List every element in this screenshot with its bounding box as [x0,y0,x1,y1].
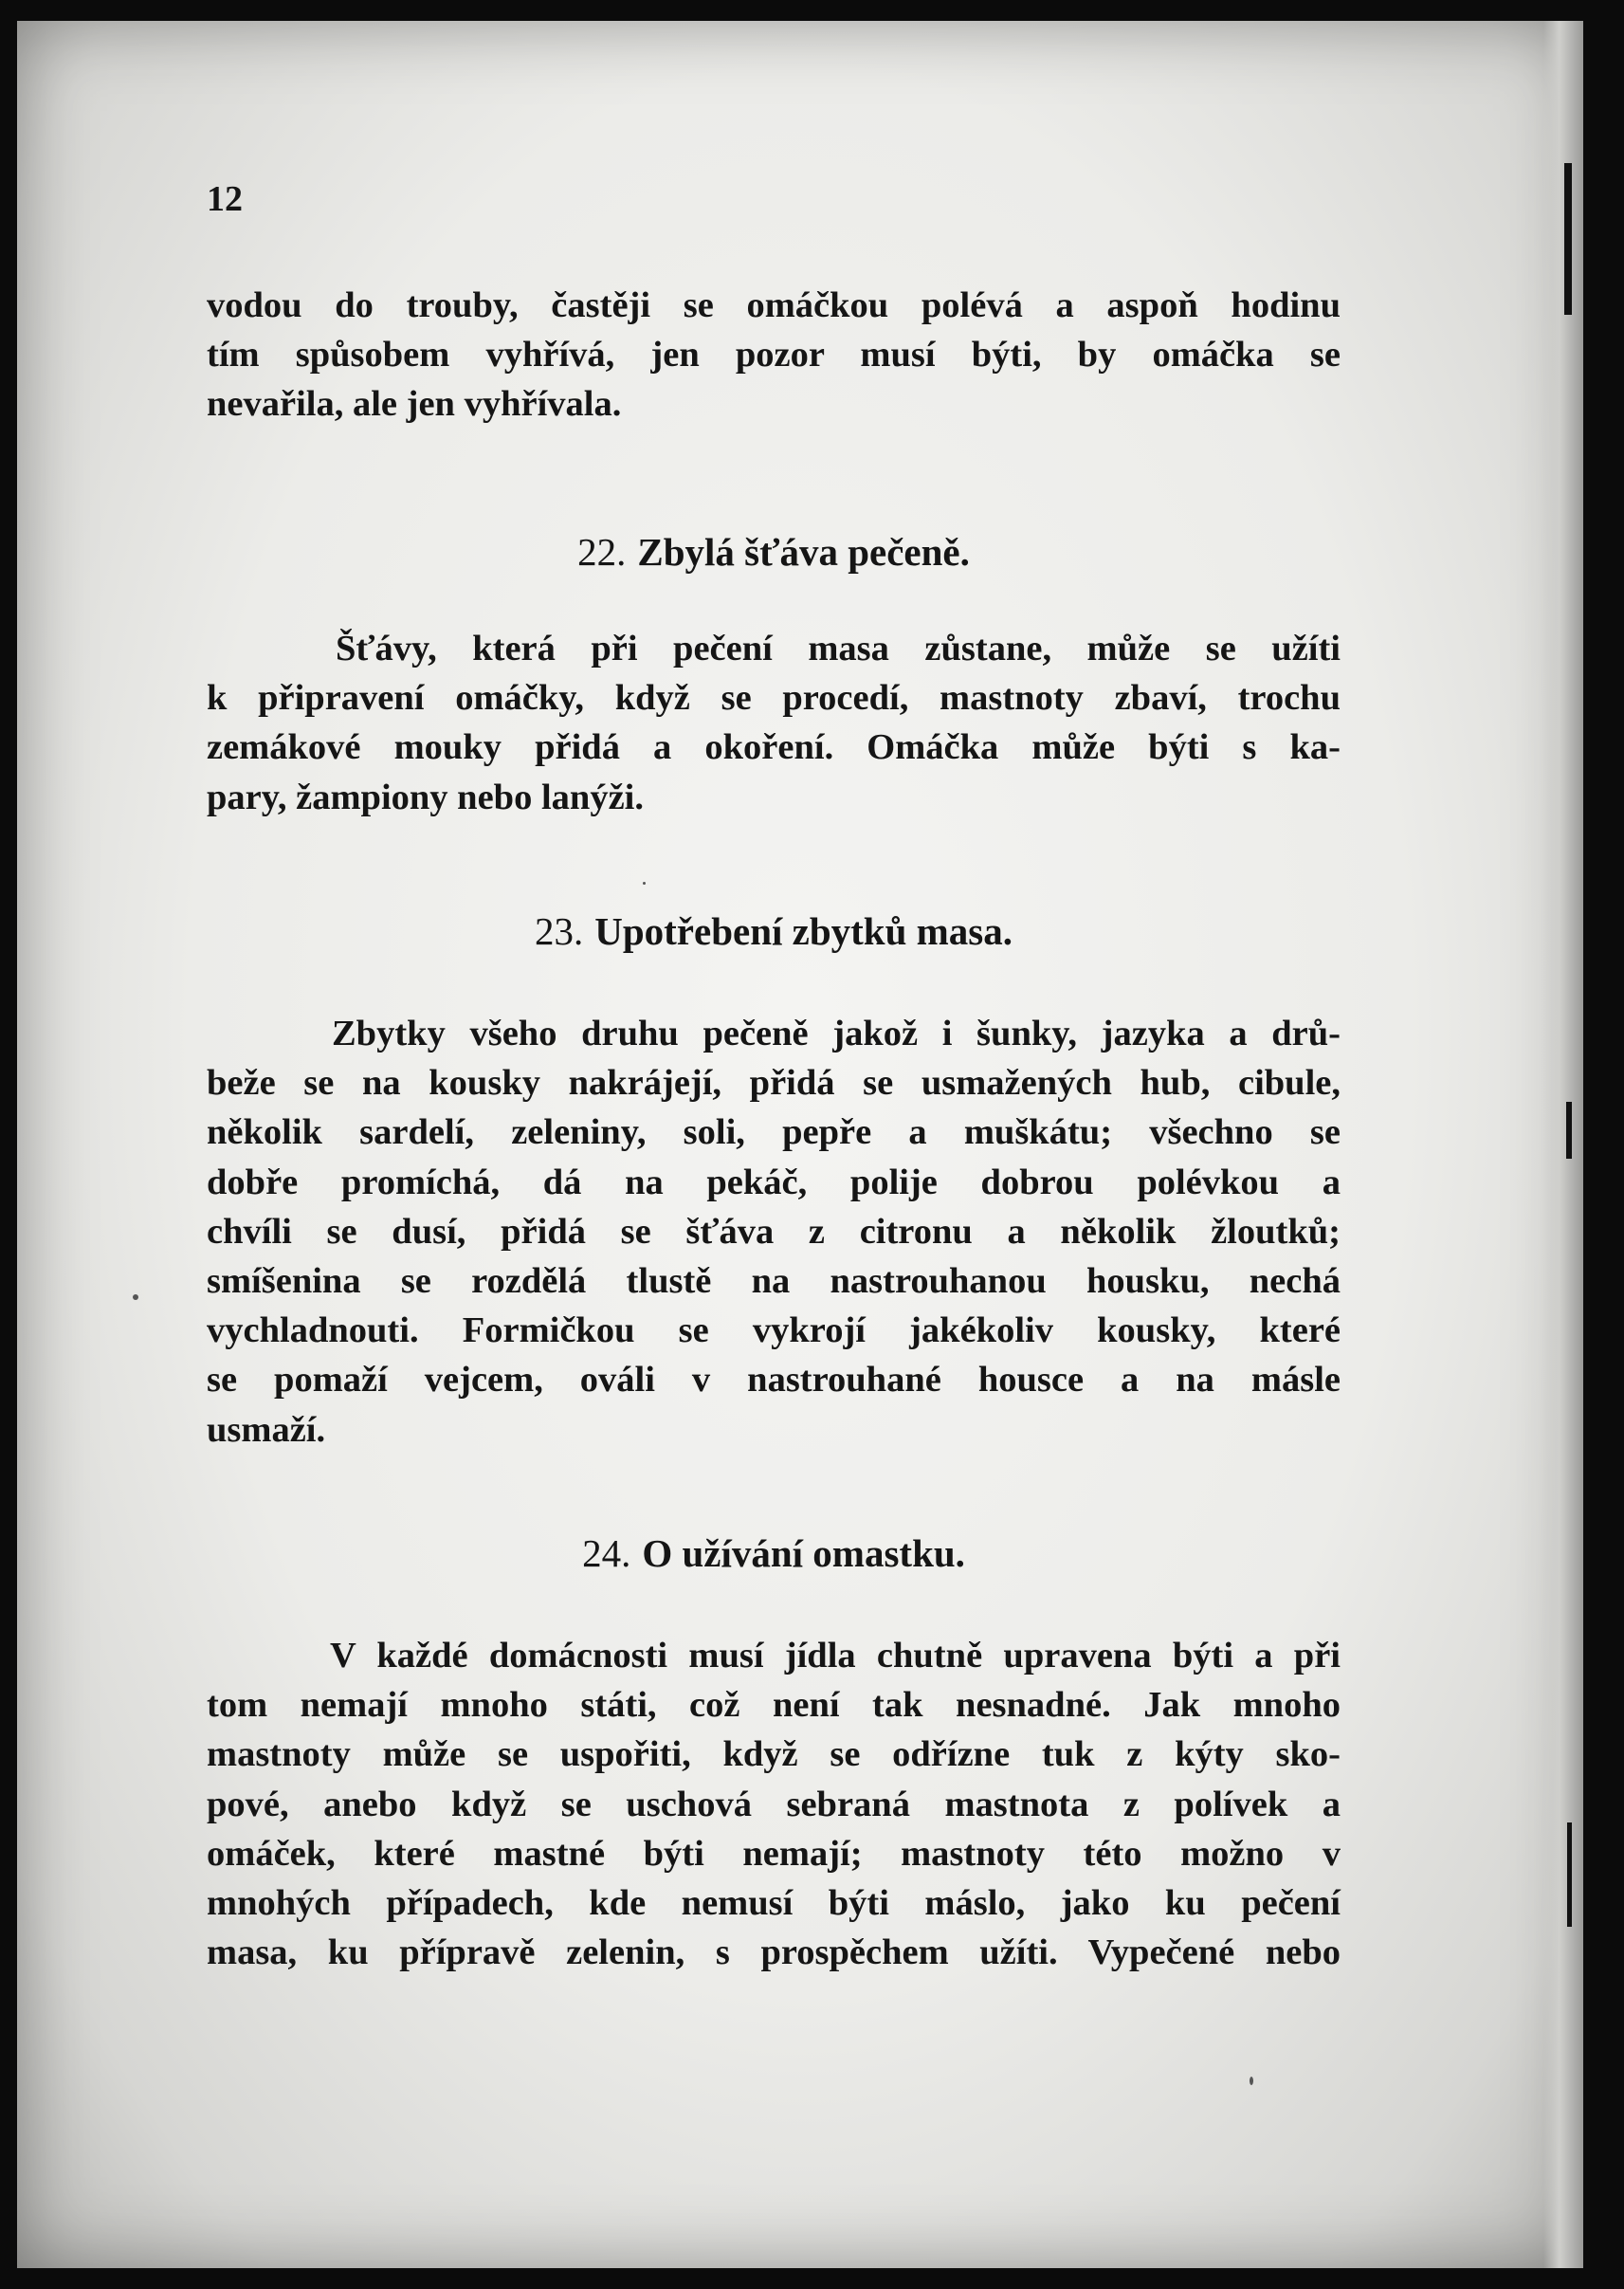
section-number: 22. [577,530,627,574]
section-number: 24. [582,1531,631,1575]
text-line: smíšenina se rozdělá tlustě na nastrouhanou housku, nechá [207,1261,1341,1302]
section-title: O užívání omastku. [642,1531,965,1575]
text-line: mnohých případech, kde nemusí býti máslo, jako ku pečení [207,1883,1341,1924]
text-line: mastnoty může se uspořiti, když se odřízne tuk z kýty sko- [207,1734,1341,1775]
text-line: tom nemají mnoho státi, což není tak nesnadné. Jak mnoho [207,1685,1341,1726]
section-24-paragraph [207,1631,1341,1977]
section-number: 23. [534,909,584,953]
text-line: V každé domácnosti musí jídla chutně upravena býti a při [330,1636,1341,1676]
continuation-paragraph [207,281,1341,430]
text-line: masa, ku přípravě zelenin, s prospěchem užíti. Vypečené nebo [207,1932,1341,1973]
section-title: Zbylá šťáva pečeně. [637,530,970,574]
scan-speck [133,1294,138,1300]
text-line: Zbytky všeho druhu pečeně jakož i šunky, jazyka a drů- [332,1014,1341,1053]
page-number: 12 [207,179,243,219]
text-line: tím spůsobem vyhřívá, jen pozor musí býti, by omáčka se [207,335,1341,375]
text-line: dobře promíchá, dá na pekáč, polije dobrou polévkou a [207,1162,1341,1202]
page-edge-shadow [1543,21,1583,2268]
scan-speck [1250,2077,1253,2085]
text-line: vodou do trouby, častěji se omáčkou polévá a aspoň hodinu [207,285,1341,325]
text-line: nevařila, ale jen vyhřívala. [207,384,622,425]
section-23-paragraph [207,1009,1341,1455]
text-line: se pomaží vejcem, ováli v nastrouhané housce a na másle [207,1360,1341,1401]
binding-mark [1567,1822,1572,1927]
text-line: pové, anebo když se uschová sebraná mastnota z polívek a [207,1784,1341,1824]
section-heading-24 [207,1530,1341,1576]
binding-mark [1566,1102,1572,1159]
text-line: vychladnouti. Formičkou se vykrojí jakékoliv kousky, které [207,1310,1341,1351]
text-line: chvíli se dusí, přidá se šťáva z citronu a několik žloutků; [207,1211,1341,1252]
text-line: k připravení omáčky, když se procedí, mastnoty zbaví, trochu [207,678,1341,719]
text-line: Šťávy, která při pečení masa zůstane, může se užíti [336,629,1341,668]
text-line: beže se na kousky nakrájejí, přidá se usmažených hub, cibule, [207,1063,1341,1104]
section-heading-22 [207,529,1341,575]
text-line: usmaží. [207,1409,326,1450]
text-line: zemákové mouky přidá a okoření. Omáčka může býti s ka- [207,727,1341,768]
section-22-paragraph [207,624,1341,822]
section-title: Upotřebení zbytků masa. [594,909,1013,953]
text-line: několik sardelí, zeleniny, soli, pepře a muškátu; všechno se [207,1112,1341,1153]
scan-speck [643,882,646,885]
binding-mark [1564,163,1572,315]
section-heading-23 [207,908,1341,954]
text-line: pary, žampiony nebo lanýži. [207,777,644,817]
text-line: omáček, které mastné býti nemají; mastnoty této možno v [207,1833,1341,1874]
